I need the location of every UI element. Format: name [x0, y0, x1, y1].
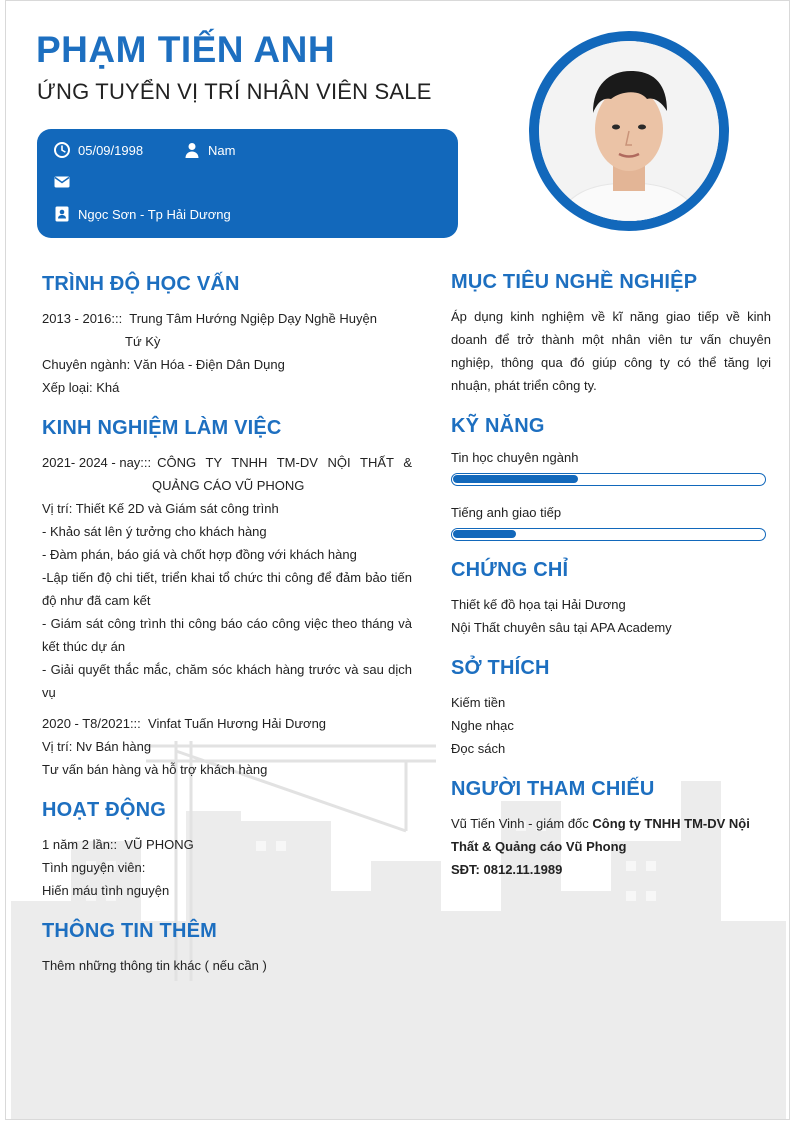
hobby-item: Kiếm tiền — [451, 695, 506, 710]
activity-role: Tình nguyện viên: — [42, 860, 146, 875]
skills-section — [451, 415, 771, 541]
skills-title: KỸ NĂNG — [451, 415, 545, 437]
activity-name: Hiến máu tình nguyện — [42, 883, 170, 898]
reference-detail — [451, 812, 771, 858]
job2-header — [42, 712, 412, 735]
job1-duty: - Khảo sát lên ý tưởng cho khách hàng — [42, 524, 267, 539]
skill-label: Tin học chuyên ngành — [451, 450, 579, 465]
clock-icon — [54, 142, 70, 158]
left-column — [42, 273, 412, 995]
objective-text: Áp dụng kinh nghiệm về kĩ năng giao tiếp về kinh doanh để trở thành một nhân viên tư vấn chuyên nghiệp, thông qua đó giúp công ty có thể tăng lợi nhuận, phát triển công ty. — [451, 309, 771, 393]
skill-bar-fill — [453, 475, 578, 483]
right-column — [451, 271, 771, 899]
job1-position: Vị trí: Thiết Kế 2D và Giám sát công trình — [42, 501, 279, 516]
activity-entry — [42, 833, 412, 856]
job1-duty: -Lập tiến độ chi tiết, triển khai tổ chức thi công để đảm bảo tiến độ như đã cam kết — [42, 570, 412, 608]
reference-section — [451, 778, 771, 881]
address-book-icon — [54, 206, 70, 222]
education-title: TRÌNH ĐỘ HỌC VẤN — [42, 273, 240, 295]
reference-company: Công ty TNHH TM-DV Nội Thất & Quảng cáo Vũ Phong — [451, 816, 750, 854]
email-icon — [54, 174, 70, 190]
job1-header — [42, 451, 412, 474]
education-entry — [42, 307, 412, 330]
certificate-item: Thiết kế đồ họa tại Hải Dương — [451, 597, 626, 612]
reference-title: NGƯỜI THAM CHIẾU — [451, 778, 655, 800]
skill-label: Tiếng anh giao tiếp — [451, 505, 562, 520]
education-period: 2013 - 2016::: — [42, 311, 123, 326]
activities-title: HOẠT ĐỘNG — [42, 799, 167, 821]
job1-duty: - Giải quyết thắc mắc, chăm sóc khách hàng trước và sau dịch vụ — [42, 662, 412, 700]
job2-duty: Tư vấn bán hàng và hỗ trợ khách hàng — [42, 762, 268, 777]
certificate-item: Nội Thất chuyên sâu tại APA Academy — [451, 620, 672, 635]
job1-company-cont: QUẢNG CÁO VŨ PHONG — [152, 478, 305, 493]
gender-item — [184, 142, 235, 158]
avatar-portrait — [539, 41, 719, 221]
more-info-section — [42, 920, 412, 977]
gender-value: Nam — [208, 142, 236, 158]
certificates-title: CHỨNG CHỈ — [451, 559, 569, 581]
user-icon — [184, 142, 200, 158]
email-item — [54, 174, 78, 190]
job1-duty: - Giám sát công trình thi công báo cáo công việc theo tháng và kết thúc dự án — [42, 616, 412, 654]
applied-position: ỨNG TUYỂN VỊ TRÍ NHÂN VIÊN SALE — [37, 79, 432, 104]
school-name: Trung Tâm Hướng Ngiệp Dạy Nghề Huyện — [129, 311, 377, 326]
candidate-name: PHẠM TIẾN ANH — [36, 29, 336, 70]
experience-title: KINH NGHIỆM LÀM VIỆC — [42, 417, 282, 439]
hobby-item: Đọc sách — [451, 741, 506, 756]
job1-duty: - Đàm phán, báo giá và chốt hợp đồng với khách hàng — [42, 547, 357, 562]
cv-page — [5, 0, 790, 1120]
experience-section — [42, 417, 412, 781]
education-section — [42, 273, 412, 399]
activity-org: VŨ PHONG — [124, 837, 194, 852]
skill-bar-fill — [453, 530, 516, 538]
education-grade: Xếp loại: Khá — [42, 380, 120, 395]
skill-bar — [451, 528, 766, 541]
birthday-value: 05/09/1998 — [78, 142, 144, 158]
job2-company: Vinfat Tuấn Hương Hải Dương — [148, 716, 327, 731]
skill-bar — [451, 473, 766, 486]
reference-phone — [451, 858, 771, 881]
profile-photo — [529, 31, 729, 231]
address-item — [54, 206, 231, 222]
job1-company: CÔNG TY TNHH TM-DV NỘI THẤT & — [157, 455, 412, 470]
hobbies-title: SỞ THÍCH — [451, 657, 550, 679]
hobbies-section — [451, 657, 771, 760]
objective-title: MỤC TIÊU NGHỀ NGHIỆP — [451, 271, 698, 293]
address-value: Ngọc Sơn - Tp Hải Dương — [78, 206, 231, 222]
reference-person: Vũ Tiến Vinh - giám đốc — [451, 816, 589, 831]
birthday-item — [54, 142, 143, 158]
certificates-section — [451, 559, 771, 639]
objective-section — [451, 271, 771, 397]
school-name-cont: Tứ Kỳ — [125, 334, 161, 349]
activities-section — [42, 799, 412, 902]
activity-frequency: 1 năm 2 lần:: — [42, 837, 118, 852]
contact-info-box — [37, 129, 458, 238]
more-info-text: Thêm những thông tin khác ( nếu cần ) — [42, 958, 267, 973]
education-major: Chuyên ngành: Văn Hóa - Điện Dân Dụng — [42, 357, 285, 372]
job1-period: 2021- 2024 - nay::: — [42, 455, 152, 470]
hobby-item: Nghe nhạc — [451, 718, 514, 733]
reference-phone-value: SĐT: 0812.11.1989 — [451, 862, 563, 877]
job2-period: 2020 - T8/2021::: — [42, 716, 141, 731]
job2-position: Vị trí: Nv Bán hàng — [42, 739, 152, 754]
more-info-title: THÔNG TIN THÊM — [42, 920, 218, 942]
